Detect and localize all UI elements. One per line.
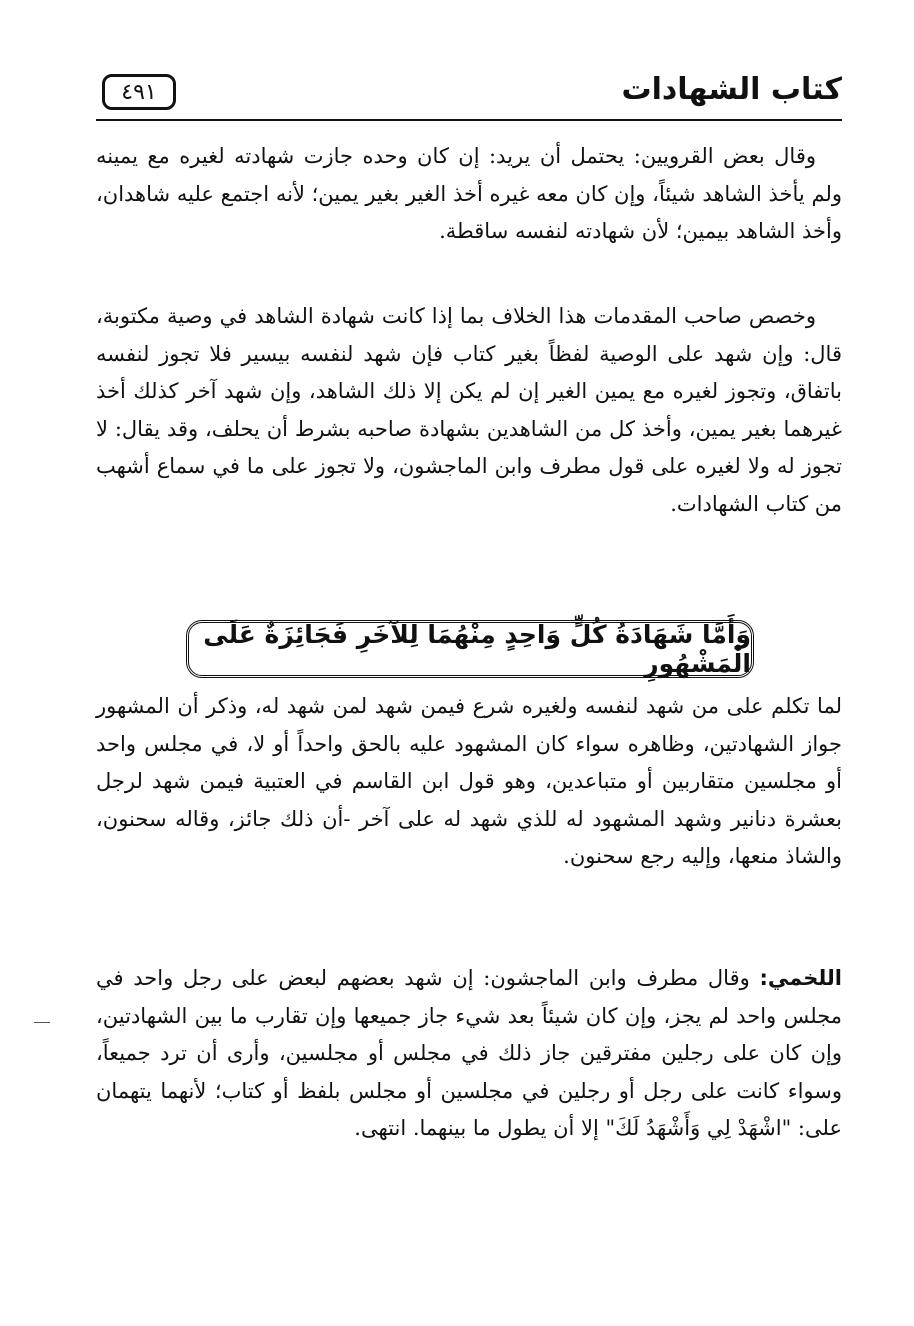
page-number: ٤٩١ — [102, 74, 176, 110]
header-divider — [96, 119, 842, 121]
book-title: كتاب الشهادات — [621, 72, 842, 107]
chapter-heading: وَأَمَّا شَهَادَةُ كُلٍّ وَاحِدٍ مِنْهُمَا لِلآخَرِ فَجَائِزَةٌ عَلَى الْمَشْهُورِ — [203, 620, 751, 678]
margin-mark — [34, 1022, 50, 1023]
paragraph-2: وخصص صاحب المقدمات هذا الخلاف بما إذا كانت شهادة الشاهد في وصية مكتوبة، قال: وإن شهد على الوصية لفظاً بغير كتاب فإن شهد لنفسه بيسير فلا تجوز لنفسه باتفاق، وتجوز لغيره مع يمين الغير إن لم يكن إلا ذلك الشاهد، وإن شهد آخر كذلك أخذ غيرهما بغير يمين، وأخذ كل من الشاهدين بشهادة صاحبه بشرط أن يحلف، وقد يقال: لا تجوز له ولا لغيره على قول مطرف وابن الماجشون، ولا تجوز على ما في سماع أشهب من كتاب الشهادات. — [96, 304, 842, 516]
chapter-heading-box — [186, 620, 754, 678]
page-header — [96, 68, 842, 120]
paragraph-4-lead: اللخمي: — [759, 966, 842, 990]
paragraph-1: وقال بعض القرويين: يحتمل أن يريد: إن كان وحده جازت شهادته لغيره مع يمينه ولم يأخذ الشاهد شيئاً، وإن كان معه غيره أخذ الغير بغير يمين؛ لأنه اجتمع عليه شاهدان، وأخذ الشاهد بيمين؛ لأن شهادته لنفسه ساقطة. — [96, 144, 842, 243]
paragraph-4-text: وقال مطرف وابن الماجشون: إن شهد بعضهم لبعض على رجل واحد في مجلس واحد لم يجز، وإن كان شيئاً بعد شيء جاز جميعها وإن تقارب ما بين الشهادتين، وإن كان على رجلين مفترقين جاز ذلك في مجلس أو مجلسين، وأرى أن ترد جميعاً، وسواء كانت على رجل أو رجلين في مجلسين أو مجلس بلفظ أو كتاب؛ لأنهما يتهمان على: "اشْهَدْ لِي وَأَشْهَدُ لَكَ" إلا أن يطول ما بينهما. انتهى. — [96, 966, 842, 1140]
paragraph-4 — [96, 960, 842, 1148]
paragraph-3: لما تكلم على من شهد لنفسه ولغيره شرع فيمن شهد لمن شهد له، وذكر أن المشهور جواز الشهادتين، وظاهره سواء كان المشهود عليه بالحق واحداً أو لا، في مجلس واحد أو مجلسين متقاربين أو متباعدين، وهو قول ابن القاسم في العتبية فيمن شهد لرجل بعشرة دنانير وشهد المشهود له للذي شهد له على آخر -أن ذلك جائز، وقاله سحنون، والشاذ منعها، وإليه رجع سحنون. — [96, 694, 842, 868]
